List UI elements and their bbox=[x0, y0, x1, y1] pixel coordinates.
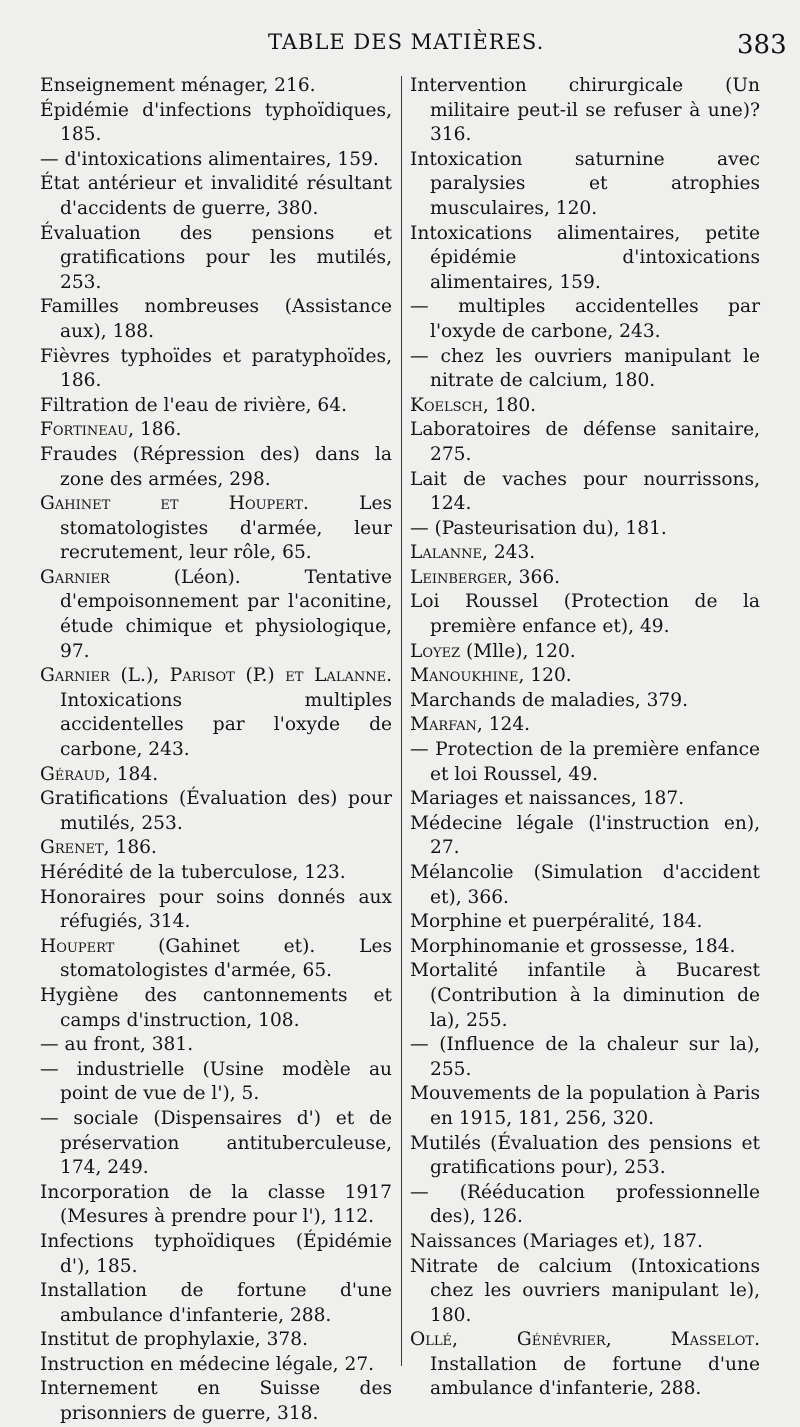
index-entry bbox=[410, 1328, 760, 1402]
index-entry bbox=[40, 1107, 392, 1181]
entry-text: , 366. bbox=[506, 566, 561, 588]
entry-text: . Les stomatologistes d'armée, leur recrutement, leur rôle, 65. bbox=[60, 493, 392, 564]
author-name: Géraud bbox=[40, 763, 105, 785]
entry-text: Fièvres typhoïdes et paratyphoïdes, 186. bbox=[40, 345, 392, 392]
entry-text: — (Rééducation professionnelle des), 126. bbox=[410, 1181, 760, 1228]
entry-text: — chez les ouvriers manipulant le nitrate de calcium, 180. bbox=[410, 345, 760, 392]
entry-text: Nitrate de calcium (Intoxications chez les ouvriers manipulant le), 180. bbox=[410, 1255, 760, 1326]
index-entry bbox=[410, 517, 760, 542]
index-entry bbox=[410, 541, 760, 566]
entry-text: Infections typhoïdiques (Épidémie d'), 185. bbox=[40, 1230, 392, 1277]
index-entry bbox=[40, 935, 392, 984]
index-entry bbox=[40, 222, 392, 296]
index-entry bbox=[40, 1353, 392, 1378]
entry-text: — au front, 381. bbox=[40, 1034, 194, 1056]
entry-text: Enseignement ménager, 216. bbox=[40, 75, 316, 96]
entry-text: Honoraires pour soins donnés aux réfugiés, 314. bbox=[40, 886, 392, 933]
entry-text: Gratifications (Évaluation des) pour mutilés, 253. bbox=[40, 788, 392, 834]
index-entry bbox=[410, 1033, 760, 1082]
index-entry bbox=[410, 468, 760, 517]
entry-text: , 120. bbox=[518, 665, 572, 687]
entry-text: — Protection de la première enfance et loi Roussel, 49. bbox=[410, 739, 760, 785]
author-name: Garnier bbox=[40, 566, 110, 588]
entry-text: Installation de fortune d'une ambulance d'infanterie, 288. bbox=[40, 1280, 392, 1326]
entry-text: — sociale (Dispensaires d') et de préservation antituberculeuse, 174, 249. bbox=[40, 1107, 392, 1179]
author-name: Leinberger bbox=[410, 566, 507, 588]
index-entry bbox=[410, 787, 760, 812]
author-name: Lalanne bbox=[410, 542, 482, 564]
entry-text: Naissances (Mariages et), 187. bbox=[410, 1230, 703, 1252]
author-name: Koelsch bbox=[410, 394, 483, 416]
page-number: 383 bbox=[737, 30, 787, 60]
index-entry bbox=[40, 1230, 392, 1279]
author-name: Gahinet et Houpert bbox=[40, 493, 304, 515]
index-entry bbox=[410, 738, 760, 787]
index-entry bbox=[410, 812, 760, 861]
entry-text: Morphinomanie et grossesse, 184. bbox=[410, 935, 736, 957]
index-entry bbox=[40, 394, 392, 419]
entry-text: Internement en Suisse des prisonniers de guerre, 318. bbox=[40, 1378, 392, 1425]
index-entry bbox=[410, 664, 760, 689]
index-entry bbox=[410, 935, 760, 960]
entry-text: (Mlle), 120. bbox=[460, 640, 576, 662]
index-entry bbox=[40, 74, 392, 99]
index-entry bbox=[410, 1181, 760, 1230]
index-entry bbox=[410, 689, 760, 714]
index-entry bbox=[40, 345, 392, 394]
entry-text: Épidémie d'infections typhoïdiques, 185. bbox=[40, 99, 392, 146]
index-entry bbox=[40, 1058, 392, 1107]
entry-text: , 243. bbox=[482, 542, 536, 564]
entry-text: (Léon). Tentative d'empoisonnement par l'aconitine, étude chimique et physiologique, 97. bbox=[60, 566, 392, 662]
author-name: Manoukhine bbox=[410, 665, 519, 687]
entry-text: — multiples accidentelles par l'oxyde de carbone, 243. bbox=[410, 296, 760, 342]
entry-text: Intoxications alimentaires, petite épidémie d'intoxications alimentaires, 159. bbox=[410, 222, 760, 293]
author-name: Fortineau bbox=[40, 419, 129, 441]
index-entry bbox=[40, 148, 392, 173]
entry-text: Hygiène des cantonnements et camps d'instruction, 108. bbox=[40, 984, 392, 1031]
entry-text: Fraudes (Répression des) dans la zone des armées, 298. bbox=[40, 443, 392, 490]
entry-text: Mortalité infantile à Bucarest (Contribution à la diminution de la), 255. bbox=[410, 960, 760, 1031]
index-column-left bbox=[40, 74, 392, 1427]
index-entry bbox=[410, 861, 760, 910]
entry-text: Laboratoires de défense sanitaire, 275. bbox=[410, 419, 760, 465]
index-entry bbox=[410, 1132, 760, 1181]
index-entry bbox=[410, 910, 760, 935]
index-entry bbox=[40, 418, 392, 443]
entry-text: , 184. bbox=[104, 763, 159, 785]
entry-text: — d'intoxications alimentaires, 159. bbox=[40, 148, 379, 170]
author-name: Ollé, Génévrier, Masselot bbox=[410, 1329, 755, 1351]
entry-text: , 180. bbox=[482, 394, 537, 416]
index-entry bbox=[40, 836, 392, 861]
index-entry bbox=[410, 590, 760, 639]
page-header bbox=[0, 30, 800, 70]
index-entry bbox=[40, 886, 392, 935]
index-entry bbox=[410, 394, 760, 419]
entry-text: État antérieur et invalidité résultant d'accidents de guerre, 380. bbox=[40, 173, 392, 219]
index-entry bbox=[410, 295, 760, 344]
entry-text: Morphine et puerpéralité, 184. bbox=[410, 911, 703, 933]
entry-text: — (Influence de la chaleur sur la), 255. bbox=[410, 1034, 760, 1080]
index-entry bbox=[40, 443, 392, 492]
column-divider bbox=[401, 76, 402, 1366]
index-entry bbox=[40, 664, 392, 762]
index-entry bbox=[410, 74, 760, 148]
index-entry bbox=[40, 1377, 392, 1426]
entry-text: Loi Roussel (Protection de la première enfance et), 49. bbox=[410, 591, 760, 638]
index-entry bbox=[40, 763, 392, 788]
entry-text: Mélancolie (Simulation d'accident et), 366. bbox=[410, 862, 760, 908]
index-entry bbox=[410, 713, 760, 738]
index-entry bbox=[410, 959, 760, 1033]
entry-text: Marchands de maladies, 379. bbox=[410, 689, 688, 711]
index-entry bbox=[410, 222, 760, 296]
index-entry bbox=[40, 1033, 392, 1058]
entry-text: Lait de vaches pour nourrissons, 124. bbox=[410, 468, 760, 515]
entry-text: Intervention chirurgicale (Un militaire peut-il se refuser à une)? 316. bbox=[410, 75, 760, 146]
entry-text: , 186. bbox=[103, 837, 157, 859]
index-entry bbox=[410, 1082, 760, 1131]
entry-text: Instruction en médecine légale, 27. bbox=[40, 1353, 375, 1375]
entry-text: . Installation de fortune d'une ambulance d'infanterie, 288. bbox=[430, 1329, 760, 1400]
entry-text: — industrielle (Usine modèle au point de vue de l'), 5. bbox=[40, 1058, 392, 1105]
index-entry bbox=[40, 1328, 392, 1353]
entry-text: Médecine légale (l'instruction en), 27. bbox=[410, 812, 760, 859]
index-entry bbox=[410, 640, 760, 665]
index-entry bbox=[40, 1279, 392, 1328]
index-column-right bbox=[410, 74, 760, 1402]
index-entry bbox=[410, 566, 760, 591]
entry-text: Familles nombreuses (Assistance aux), 188. bbox=[40, 296, 392, 342]
index-entry bbox=[40, 984, 392, 1033]
author-name: Houpert bbox=[40, 935, 115, 957]
index-entry bbox=[40, 172, 392, 221]
index-entry bbox=[40, 295, 392, 344]
author-name: Grenet bbox=[40, 837, 104, 859]
index-entry bbox=[410, 345, 760, 394]
index-entry bbox=[410, 1230, 760, 1255]
author-name: Loyez bbox=[410, 640, 461, 662]
entry-text: Mutilés (Évaluation des pensions et gratifications pour), 253. bbox=[410, 1132, 760, 1179]
index-entry bbox=[40, 787, 392, 836]
entry-text: Filtration de l'eau de rivière, 64. bbox=[40, 394, 347, 416]
entry-text: Mouvements de la population à Paris en 1915, 181, 256, 320. bbox=[410, 1083, 760, 1129]
index-entry bbox=[40, 1181, 392, 1230]
entry-text: Institut de prophylaxie, 378. bbox=[40, 1329, 308, 1351]
entry-text: Intoxication saturnine avec paralysies et atrophies musculaires, 120. bbox=[410, 148, 760, 219]
entry-text: Mariages et naissances, 187. bbox=[410, 788, 685, 810]
entry-text: , 186. bbox=[128, 419, 182, 441]
index-entry bbox=[40, 861, 392, 886]
index-entry bbox=[410, 148, 760, 222]
entry-text: — (Pasteurisation du), 181. bbox=[410, 517, 667, 539]
author-name: Garnier (L.), Parisot (P.) et Lalanne bbox=[40, 665, 387, 687]
index-entry bbox=[40, 99, 392, 148]
author-name: Marfan bbox=[410, 714, 477, 736]
entry-text: (Gahinet et). Les stomatologistes d'armée, 65. bbox=[60, 935, 392, 982]
entry-text: , 124. bbox=[476, 714, 531, 736]
running-head: TABLE DES MATIÈRES. bbox=[268, 30, 545, 54]
index-entry bbox=[40, 566, 392, 664]
entry-text: Incorporation de la classe 1917 (Mesures à prendre pour l'), 112. bbox=[40, 1181, 392, 1228]
entry-text: . Intoxications multiples accidentelles par l'oxyde de carbone, 243. bbox=[60, 665, 392, 761]
entry-text: Hérédité de la tuberculose, 123. bbox=[40, 862, 346, 883]
index-entry bbox=[410, 1255, 760, 1329]
index-entry bbox=[410, 418, 760, 467]
index-entry bbox=[40, 492, 392, 566]
entry-text: Évaluation des pensions et gratifications pour les mutilés, 253. bbox=[40, 222, 392, 293]
